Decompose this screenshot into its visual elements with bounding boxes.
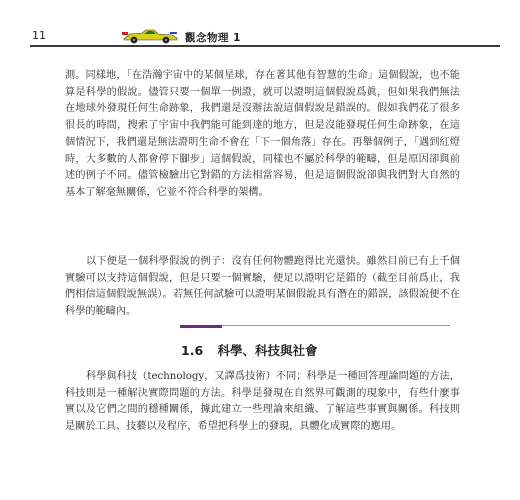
page-number: 11 [32,29,46,42]
section-heading [181,341,318,359]
body-paragraph-1: 測。同樣地，「在浩瀚宇宙中的某個星球，存在著其他有智慧的生命」這個假說，也不能算是科學的假說。儘管只要一個單一例證，就可以證明這個假說爲眞，但如果我們無法在地球外發現任何生命跡象，我們還是沒辦法說這個假說是錯誤的。假如我們花了很多很長的時間，搜索了宇宙中我們能可能到達的地方，但是沒能發現任何生命跡象，在這個情況下，我們還是無法證明生命不會在「下一個角落」存在。再舉個例子，「遇到紅燈時，大多數的人都會停下腳步」這個假說，同樣也不屬於科學的範疇，但是原因卻與前述的例子不同。儘管檢驗出它對錯的方法相當容易，但是這個假說卻與我們對大自然的基本了解毫無關係，它並不符合科學的架構。 [65,70,460,198]
racing-car-icon [120,26,180,46]
section-divider-accent [180,325,222,328]
book-title: 觀念物理 1 [185,32,241,44]
body-paragraph-2: 以下便是一個科學假說的例子：沒有任何物體跑得比光還快。雖然目前已有上千個實驗可以支持這個假說，但是只要一個實驗，便足以證明它是錯的（截至目前爲止，我們相信這個假說無誤）。若無任何試驗可以證明某個假說具有潛在的錯誤，該假說便不在科學的範疇內。 [65,256,460,318]
page-header [30,26,500,46]
section-number: 1.6 [181,343,204,358]
header-rule [30,45,500,47]
section-title: 科學、科技與社會 [217,343,318,358]
section-paragraph: 科學與科技（technology，又譯爲技術）不同；科學是一種回答理論問題的方法，科技則是一種解決實際問題的方法。科學是發現在自然界可觀測的現象中，有些什麼事實以及它們之間的穩種關係，據此建立一些理論來組織、了解這些事實與關係。科技則是關於工具、技藝以及程序，希望把科學上的發現，具體化成實際的應用。 [65,371,460,433]
